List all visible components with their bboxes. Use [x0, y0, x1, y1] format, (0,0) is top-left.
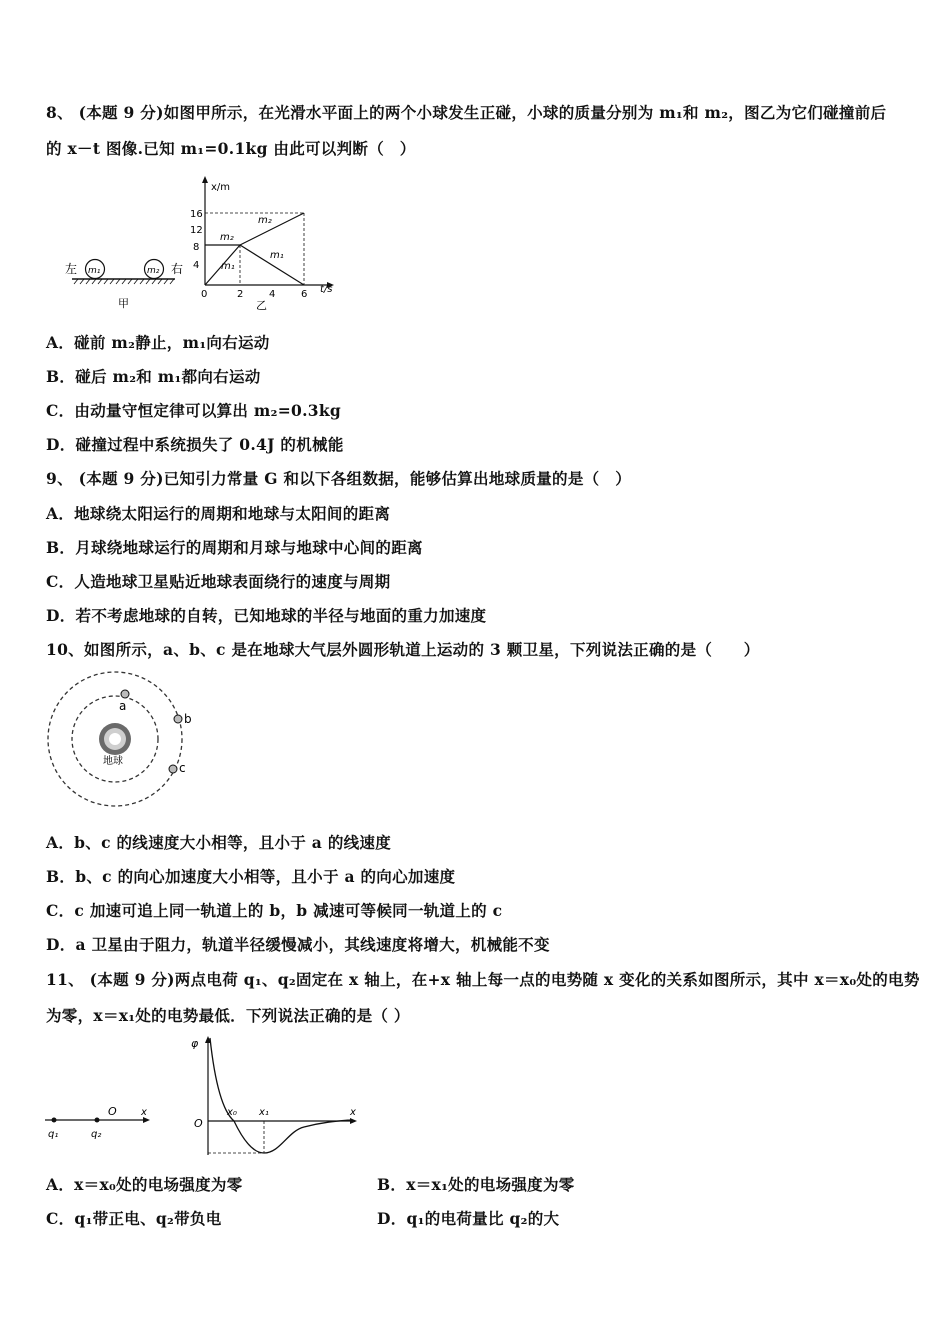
xtick-4: 4 — [269, 289, 276, 300]
phi-label: φ — [191, 1037, 199, 1050]
xtick-0: 0 — [201, 289, 208, 300]
q9-option-c: C．人造地球卫星贴近地球表面绕行的速度与周期 — [46, 572, 391, 591]
label-m1-left: m₁ — [221, 261, 235, 272]
satellite-a — [121, 690, 129, 698]
q11-stem-line1: 11、 (本题 9 分)两点电荷 q₁、q₂固定在 x 轴上，在+x 轴上每一点的电势随 x 变化的关系如图所示，其中 x＝x₀处的电势 — [46, 970, 920, 989]
q10-option-d: D．a 卫星由于阻力，轨道半径缓慢减小，其线速度将增大，机械能不变 — [46, 935, 550, 954]
q1-label: q₁ — [48, 1129, 59, 1140]
ytick-16: 16 — [190, 209, 203, 220]
x-axis-label: t/s — [320, 284, 333, 295]
q9-option-d: D．若不考虑地球的自转，已知地球的半径与地面的重力加速度 — [46, 606, 487, 625]
q11-stem-line2: 为零，x＝x₁处的电势最低．下列说法正确的是（ ） — [46, 1006, 410, 1025]
xtick-2: 2 — [237, 289, 244, 300]
q10-option-b: B．b、c 的向心加速度大小相等，且小于 a 的向心加速度 — [46, 867, 456, 886]
q9-option-b: B．月球绕地球运行的周期和月球与地球中心间的距离 — [46, 538, 423, 557]
y-axis-label: x/m — [211, 182, 231, 193]
x-label: x — [350, 1107, 356, 1118]
x-label: x — [141, 1107, 147, 1118]
q8-option-a: A．碰前 m₂静止，m₁向右运动 — [46, 333, 270, 352]
label-m2-left: m₂ — [220, 232, 234, 243]
q10-orbit-figure — [45, 668, 195, 810]
x0-label: x₀ — [227, 1107, 237, 1118]
ball-m2-label: m₂ — [147, 266, 160, 276]
ball-m1-label: m₁ — [88, 266, 101, 276]
satellite-b-label: b — [184, 712, 192, 726]
origin-label: O — [194, 1117, 203, 1130]
q8-stem-line1: 8、 (本题 9 分)如图甲所示，在光滑水平面上的两个小球发生正碰，小球的质量分别为 m₁和 m₂，图乙为它们碰撞前后 — [46, 103, 887, 122]
caption-jia: 甲 — [118, 297, 129, 310]
ground-hatch — [74, 279, 174, 284]
ytick-4: 4 — [193, 260, 200, 271]
label-left: 左 — [65, 262, 78, 276]
q8-option-d: D．碰撞过程中系统损失了 0.4J 的机械能 — [46, 435, 344, 454]
satellite-a-label: a — [119, 699, 127, 713]
q10-stem: 10、如图所示，a、b、c 是在地球大气层外圆形轨道上运动的 3 颗卫星，下列说法正确的是（ ） — [46, 640, 760, 659]
ytick-8: 8 — [193, 242, 200, 253]
q11-option-b: B．x＝x₁处的电场强度为零 — [377, 1175, 575, 1194]
q10-option-c: C．c 加速可追上同一轨道上的 b，b 减速可等候同一轨道上的 c — [46, 901, 503, 920]
origin-label: O — [108, 1105, 117, 1118]
q11-option-a: A．x＝x₀处的电场强度为零 — [46, 1175, 243, 1194]
x1-label: x₁ — [259, 1107, 269, 1118]
earth-label: 地球 — [103, 756, 123, 767]
q8-option-b: B．碰后 m₂和 m₁都向右运动 — [46, 367, 261, 386]
ytick-12: 12 — [190, 225, 203, 236]
q8-stem-line2: 的 x－t 图像.已知 m₁=0.1kg 由此可以判断（ ） — [46, 139, 416, 158]
label-m2-top: m₂ — [258, 215, 272, 226]
q8-figure-jia — [60, 170, 190, 315]
charge-q2 — [95, 1118, 100, 1123]
xtick-6: 6 — [301, 289, 308, 300]
q11-charges-figure — [40, 1095, 160, 1145]
q9-stem: 9、 (本题 9 分)已知引力常量 G 和以下各组数据，能够估算出地球质量的是（ ） — [46, 469, 632, 488]
label-right: 右 — [171, 262, 184, 276]
q2-label: q₂ — [91, 1129, 102, 1140]
y-arrow — [202, 176, 208, 183]
q10-option-a: A．b、c 的线速度大小相等，且小于 a 的线速度 — [46, 833, 392, 852]
caption-yi: 乙 — [256, 299, 267, 312]
label-m1-right: m₁ — [270, 250, 284, 261]
m2-after — [240, 213, 304, 245]
satellite-c — [169, 765, 177, 773]
charge-q1 — [52, 1118, 57, 1123]
q11-option-c: C．q₁带正电、q₂带负电 — [46, 1209, 222, 1228]
q9-option-a: A．地球绕太阳运行的周期和地球与太阳间的距离 — [46, 504, 391, 523]
q11-potential-figure — [188, 1030, 363, 1165]
satellite-b — [174, 715, 182, 723]
potential-curve — [210, 1038, 350, 1153]
satellite-c-label: c — [179, 761, 186, 775]
q8-figure-yi — [180, 170, 350, 315]
x-arrow — [350, 1118, 357, 1124]
q8-option-c: C．由动量守恒定律可以算出 m₂=0.3kg — [46, 401, 342, 420]
q11-option-d: D．q₁的电荷量比 q₂的大 — [377, 1209, 560, 1228]
